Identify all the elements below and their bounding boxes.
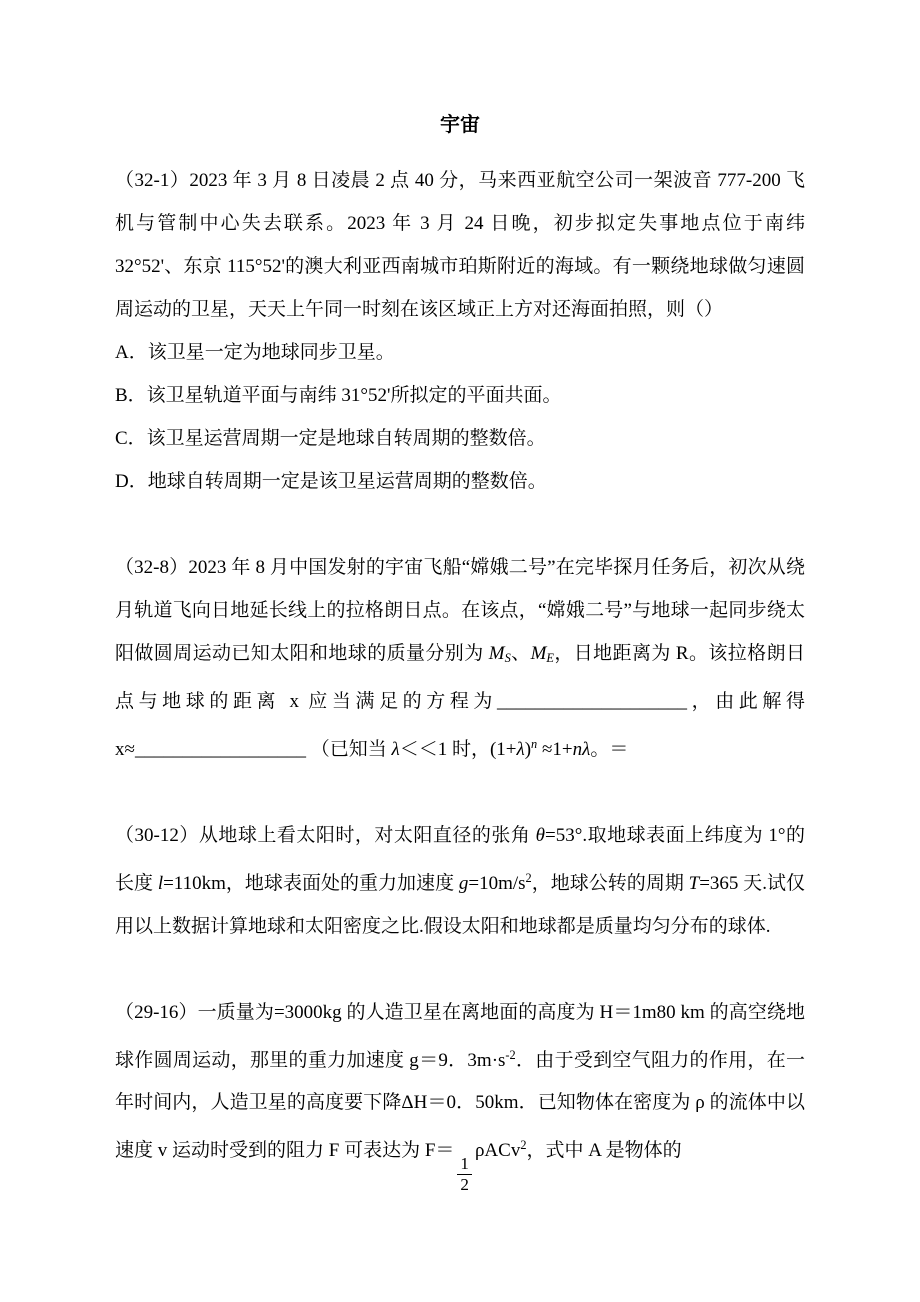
text-run: 2 (520, 1138, 527, 1153)
text-run: S (504, 651, 511, 666)
text-run: A．该卫星一定为地球同步卫星。 (115, 342, 395, 363)
text-run: λ (391, 738, 400, 760)
question-29-16 (115, 991, 805, 1195)
option-32-1-a (115, 331, 805, 374)
text-run: g (458, 872, 469, 894)
text-run: D．地球自转周期一定是该卫星运营周期的整数倍。 (115, 471, 547, 492)
fraction-denominator: 2 (460, 1174, 469, 1194)
text-run: θ (535, 824, 546, 846)
text-run: M (530, 643, 547, 664)
text-run: =110km，地球表面处的重力加速度 (163, 872, 459, 894)
text-run: T (688, 872, 700, 894)
text-run: 、 (510, 643, 531, 664)
option-32-1-d (115, 460, 805, 503)
text-run: （30-12）从地球上看太阳时，对太阳直径的张角 (115, 824, 536, 846)
option-32-1-c (115, 417, 805, 460)
text-run: E (546, 651, 554, 666)
blank-solution: __________________ (134, 738, 306, 760)
text-run: （32-8）2023 年 8 月中国发射的宇宙飞船“嫦娥二号”在完毕探月任务后，初次从绕月轨道飞向日地延长线上的拉格朗日点。在该点，“嫦娥二号”与地球一起同步绕太阳做圆周运动已知太阳和地球的质量分别为 (115, 557, 805, 664)
text-run: ，日地距离为 R。该拉格朗日点与地球的距离 x 应当满足的方程为 (115, 643, 805, 713)
text-run: 2 (525, 870, 532, 885)
question-30-12 (115, 814, 805, 948)
text-run: ≈1+ (537, 738, 573, 760)
text-run: 。＝ (590, 738, 629, 760)
blank-equation: ____________________ (497, 691, 688, 713)
text-run: B．该卫星轨道平面与南纬 31°52'所拟定的平面共面。 (115, 385, 562, 406)
text-run: （已知当 (305, 738, 392, 760)
text-run: （32-1）2023 年 3 月 8 日凌晨 2 点 40 分，马来西亚航空公司一架波音 777-200 飞机与管制中心失去联系。2023 年 3 月 24 日晚，初步拟定失事地点位于南纬 32°52'、东京 115°52'的澳大利亚西南城市珀斯附近的海域。有一颗绕地球做匀速圆周运动的卫星，天天上午同一时刻在该区域正上方对还海面拍照，则（） (115, 170, 805, 320)
question-32-1 (115, 159, 805, 331)
text-run: -2 (505, 1047, 516, 1062)
text-run: =10m/s (468, 872, 526, 894)
option-32-1-b (115, 374, 805, 417)
text-run: =53°.取地球表面上纬度为 1°的长度 (115, 824, 805, 894)
text-run: n (572, 738, 583, 760)
text-run: l (157, 872, 164, 894)
text-run: n (531, 737, 538, 752)
text-run: ) (524, 738, 532, 760)
text-run: （29-16）一质量为=3000kg 的人造卫星在离地面的高度为 H＝1m80 km 的高空绕地球作圆周运动，那里的重力加速度 g＝9．3m·s (115, 1001, 805, 1071)
fraction-one-half (457, 1154, 472, 1194)
fraction-numerator: 1 (457, 1154, 472, 1175)
text-run: =365 天.试仅用以上数据计算地球和太阳密度之比.假设太阳和地球都是质量均匀分布的球体. (115, 872, 805, 937)
text-run: λ (516, 738, 525, 760)
text-run: M (488, 643, 505, 664)
text-run: ，由此解得 x≈ (115, 691, 805, 760)
text-run: C．该卫星运营周期一定是地球自转周期的整数倍。 (115, 428, 546, 449)
document-title: 宇宙 (440, 114, 480, 136)
text-run: ，式中 A 是物体的 (526, 1140, 682, 1162)
text-run: ．由于受到空气阻力的作用，在一年时间内，人造卫星的高度要下降ΔH＝0．50km．已知物体在密度为 ρ 的流体中以速度 v 运动时受到的阻力 F 可表达为 F＝ (115, 1049, 805, 1162)
document-body (115, 159, 805, 1194)
question-32-8 (115, 546, 805, 771)
text-run: ＜＜1 时，(1+ (399, 738, 517, 760)
text-run: ρACv (474, 1140, 521, 1162)
text-run: λ (582, 738, 591, 760)
text-run: ，地球公转的周期 (531, 872, 689, 894)
